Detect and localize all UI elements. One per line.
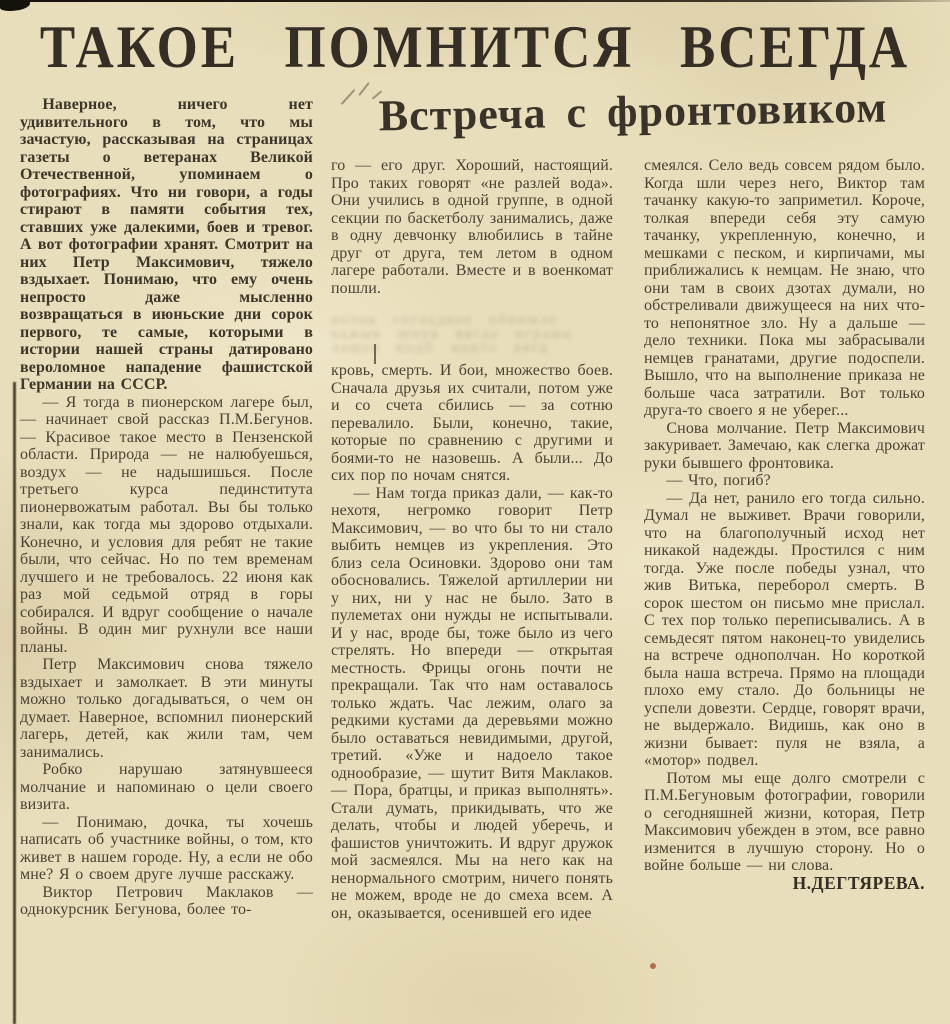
scan-top-edge: [0, 0, 950, 2]
text-column-1: [20, 96, 313, 919]
paragraph: кровь, смерть. И бои, множество боев. Сначала друзья их считали, потом уже и со счета сбились — за сотню перевалило. Были, конечно, такие, которые по сравнению с другими и боями-то не назовешь. А были... До сих пор по ночам снятся.: [331, 362, 613, 484]
ink-spot: [650, 963, 656, 969]
paragraph: — Нам тогда приказ дали, — как-то нехотя, негромко говорит Петр Максимович, — во что бы то ни стало выбить немцев из укрепления. Это близ села Осиновки. Здорово они там обосновались. Тяжелой артиллерии ни у них, ни у нас не было. Зато в пулеметах они нужды не испытывали. И у нас, вроде бы, тоже было из чего стрелять. Но впереди — открытая местность. Фрицы огонь почти не прекращали. Так что нам оставалось только ждать. Час лежим, олаго за редкими кустами да деревьями можно было оставаться невидимыми, другой, третий. «Уже и надоело такое однообразие, — шутит Витя Маклаков. — Пора, братцы, и приказ выполнять». Стали думать, прикидывать, что же делать, чтобы и людей уберечь, и фашистов уничтожить. И вдруг дружок мой засмеялся. Мы на него как на ненормального смотрим, ничего понять не можем, вроде не до смеха всем. А он, оказывается, осенившей его идее: [331, 484, 613, 922]
paragraph: Потом мы еще долго смотрели с П.М.Бегуновым фотографии, говорили о сегодняшней жизни, которая, Петр Максимович убежден в этом, все равно изменится в лучшую сторону. Но о войне больше — ни слова.: [644, 769, 925, 874]
text-column-3: [644, 157, 925, 892]
pencil-mark: [358, 82, 369, 96]
scan-crease-line: [13, 382, 16, 1024]
faded-ink-bleed: нотов согладкое обнимло кажыя шнув вягда играми лашев подб манто вягд: [331, 313, 573, 355]
paragraph: смеялся. Село ведь совсем рядом было. Когда шли через него, Виктор там тачанку какую-то заприметил. Короче, толкая впереди себя эту самую тачанку, укрепленную, конечно, и мешками с песком, и кирпичами, мы приближались к немцам. Не знаю, что они там в своих дзотах думали, но обстреливали движущееся на них что-то непонятное зло. Ну а дальше — дело техники. Пока мы забрасывали немцев гранатами, другие подоспели. Вышло, что на выполнение приказа не больше часа затратили. Вот только друга-то своего я не уберег...: [644, 157, 925, 419]
paragraph: — Что, погиб?: [666, 472, 771, 489]
article-headline: ТАКОЕ ПОМНИТСЯ ВСЕГДА: [39, 13, 911, 81]
paragraph: — Я тогда в пионерском лагере был, — начинает свой рассказ П.М.Бегунов. — Красивое такое место в Пензенской области. Природа — не налюбуешься, воздух — не надышишься. После третьего курса пединститута пионервожатым работал. Вы бы только знали, как тогда мы здорово отдыхали. Конечно, и условия для ребят не такие были, что сейчас. Но по тем временам лучшего и не требовалось. 22 июня как раз мой седьмой отряд в горы собирался. И вдруг сообщение о начале войны. В один миг рухнули все наши планы.: [20, 393, 313, 656]
paragraph: — Да нет, ранило его тогда сильно. Думал не выживет. Врачи говорили, что на благополучный исход нет никакой надежды. Простился с ним тогда. Уже после победы узнал, что жив Витька, переборол смерть. В сорок шестом он письмо мне прислал. С тех пор только переписывались. А в семьдесят пятом наконец-то увиделись на встрече однополчан. Но короткой была наша встреча. Прямо на площади плохо ему стало. До больницы не успели довезти. Сердце, говорят врачи, не выдержало. Видишь, как оно в жизни бывает: пуля не взяла, а «мотор» подвел.: [644, 489, 925, 769]
byline: Н.ДЕГТЯРЕВА.: [792, 872, 925, 893]
paragraph: Снова молчание. Петр Максимович закуривает. Замечаю, как слегка дрожат руки бывшего фронтовика.: [644, 419, 925, 472]
paragraph: Виктор Петрович Маклаков — однокурсник Бегунова, более то-: [20, 883, 313, 918]
paragraph: — Понимаю, дочка, ты хочешь написать об участнике войны, о том, кто живет в нашем городе. Ну, а если не обо мне? Я о своем друге лучше расскажу.: [20, 813, 313, 883]
article-subheadline: Встреча с фронтовиком: [378, 82, 888, 141]
paragraph: Петр Максимович снова тяжело вздыхает и замолкает. В эти минуты можно только догадываться, о чем он думает. Наверное, вспомнил пионерский лагерь, детей, как жили там, чем занимались.: [20, 656, 313, 761]
scan-corner-shadow: [0, 0, 30, 11]
text-column-2: [331, 157, 613, 922]
paragraph: Робко нарушаю затянувшееся молчание и напоминаю о цели своего визита.: [20, 761, 313, 813]
paragraph: го — его друг. Хороший, настоящий. Про таких говорят «не разлей вода». Они учились в одной группе, в одной секции по баскетболу занимались, даже в одну девчонку влюбились в тайне друг от друга, тем летом в одном лагере работали. Вместе и в военкомат пошли.: [331, 157, 613, 297]
pencil-mark: [341, 89, 356, 105]
lead-paragraph: Наверное, ничего нет удивительного в том, что мы зачастую, рассказывая на страницах газеты о ветеранах Великой Отечественной, упоминаем о фотографиях. Что ни говори, а годы стирают в памяти события тех, ставших уже далекими, боев и тревог. А вот фотографии хранят. Смотрит на них Петр Максимович, тяжело вздыхает. Понимаю, что ему очень непросто даже мысленно возвращаться в июньские дни сорок первого, те самые, которыми в истории нашей страны датировано вероломное нападение фашистской Германии на СССР.: [20, 96, 313, 393]
